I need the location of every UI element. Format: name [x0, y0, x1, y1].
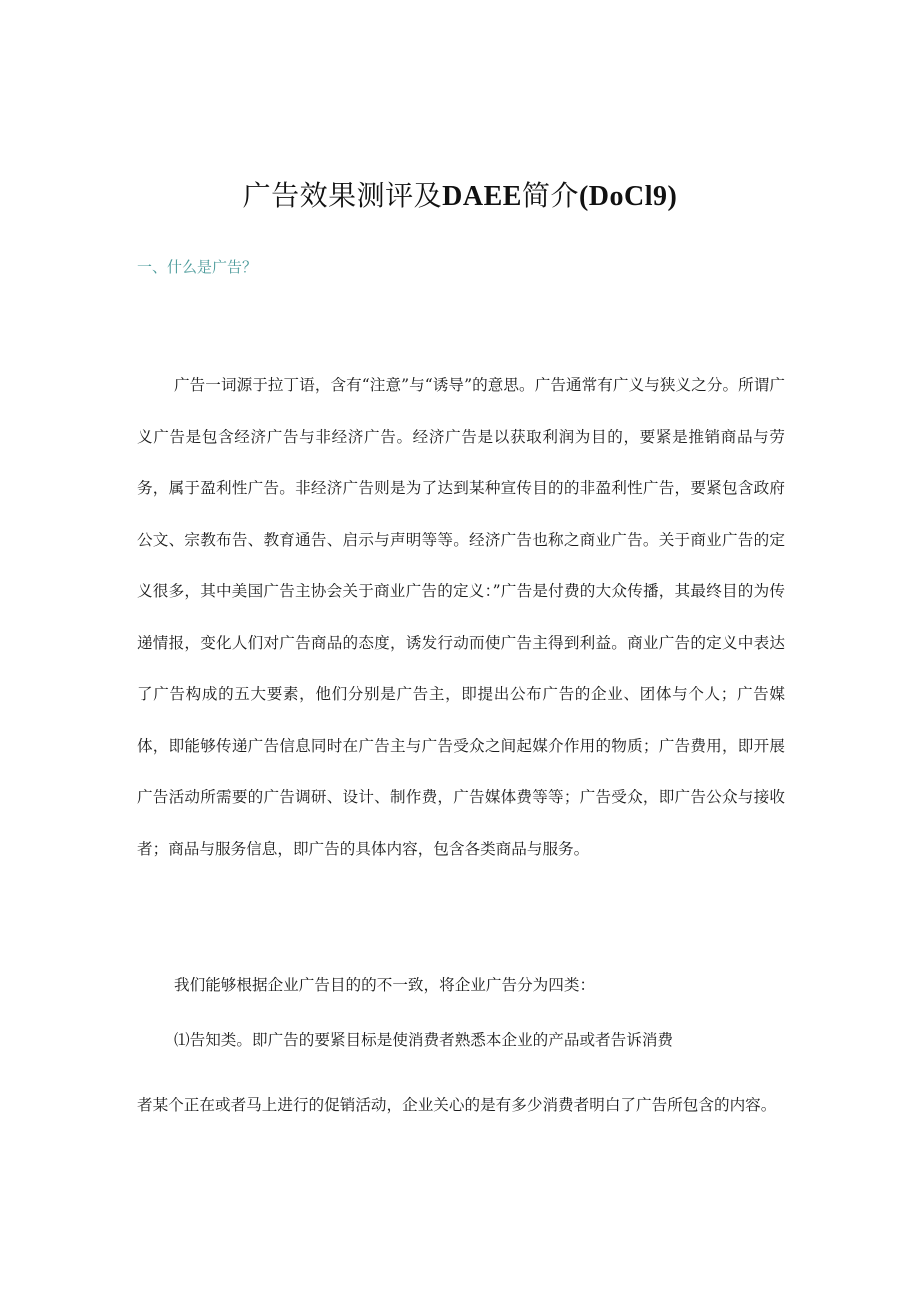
section-heading: 一、什么是广告？ [137, 258, 258, 276]
title-text-part-1: 广告效果测评及 [242, 179, 443, 212]
title-text-part-2: 简介 [521, 179, 579, 212]
paragraph-ad-types: 我们能够根据企业广告目的的不一致，将企业广告分为四类： [174, 976, 596, 994]
document-title [0, 176, 920, 217]
list-item-1-continuation: 者某个正在或者马上进行的促销活动，企业关心的是有多少消费者明白了广告所包含的内容。 [137, 1096, 777, 1114]
title-acronym: DAEE [442, 181, 522, 212]
paragraph-definition: 广告一词源于拉丁语，含有“注意”与“诱导”的意思。广告通常有广义与狭义之分。所谓广义广告是包含经济广告与非经济广告。经济广告是以获取利润为目的，要紧是推销商品与劳务，属于盈利性广告。非经济广告则是为了达到某种宣传目的的非盈利性广告，要紧包含政府公文、宗教布告、教育通告、启示与声明等等。经济广告也称之商业广告。关于商业广告的定义很多，其中美国广告主协会关于商业广告的定义：”广告是付费的大众传播，其最终目的为传递情报，变化人们对广告商品的态度，诱发行动而使广告主得到利益。商业广告的定义中表达了广告构成的五大要素，他们分别是广告主，即提出公布广告的企业、团体与个人；广告媒体，即能够传递广告信息同时在广告主与广告受众之间起媒介作用的物质；广告费用，即开展广告活动所需要的广告调研、设计、制作费，广告媒体费等等；广告受众，即广告公众与接收者；商品与服务信息，即广告的具体内容，包含各类商品与服务。 [137, 376, 785, 858]
title-doc-code: (DoCl9) [578, 181, 678, 212]
list-item-1-first-line: ⑴告知类。即广告的要紧目标是使消费者熟悉本企业的产品或者告诉消费 [174, 1031, 674, 1049]
